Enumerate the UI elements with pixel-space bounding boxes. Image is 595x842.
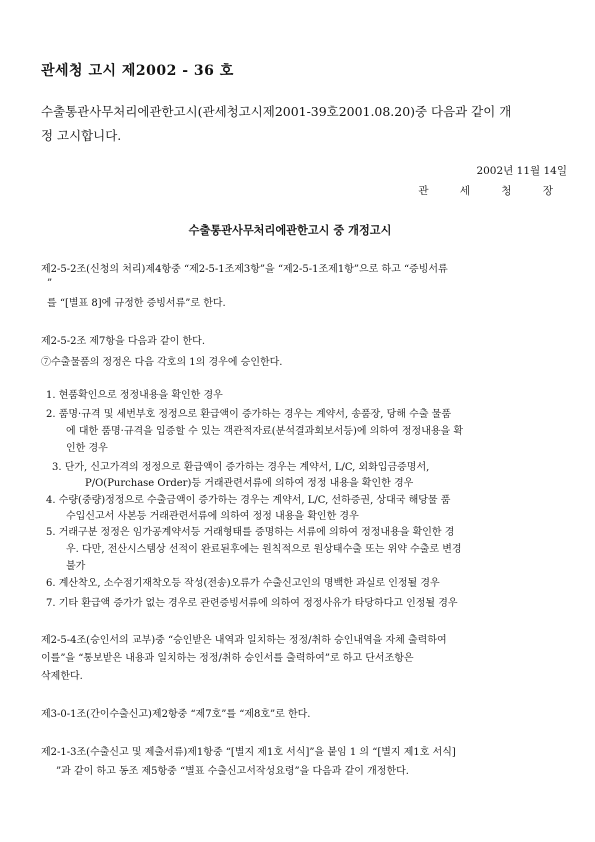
list-item-1: 1. 현품확인으로 정정내용을 확인한 경우 (46, 390, 223, 401)
list-item-2: 2. 품명·규격 및 세번부호 정정으로 환급액이 증가하는 경우는 계약서, 송품장, 당해 수출 물품 (46, 409, 451, 420)
paragraph-article-2-1-3-line2: ”과 같이 하고 동조 제5항중 “별표 수출신고서작성요령”을 다음과 같이 개정한다. (56, 766, 409, 777)
list-item-2-cont: 에 대한 품명·규격을 입증할 수 있는 객관적자료(분석결과회보서등)에 의하여 정정내용을 확 (66, 426, 464, 437)
notice-date: 2002년 11월 14일 (476, 165, 567, 177)
list-item-7: 7. 기타 환급액 증가가 없는 경우로 관련증빙서류에 의하여 정정사유가 타당하다고 인정될 경우 (46, 598, 458, 609)
paragraph-article-2-1-3-line1: 제2-1-3조(수출신고 및 제출서류)제1항중 “[별지 제1호 서식]”을 붙임 1 의 “[별지 제1호 서식] (41, 747, 456, 758)
paragraph-article-3-0-1: 제3-0-1조(간이수출신고)제2항중 “제7호”를 “제8호”로 한다. (41, 709, 311, 720)
paragraph-article-2-5-2-line1: 제2-5-2조(신청의 처리)제4항중 “제2-5-1조제3항”을 “제2-5-1조제1항”으로 하고 “증빙서류 (41, 264, 448, 275)
intro-paragraph (41, 100, 580, 148)
issuer-name: 관 세 청 장 (418, 185, 567, 197)
list-item-3-cont: P/O(Purchase Order)등 거래관련서류에 의하여 정정 내용을 확인한 경우 (85, 478, 414, 489)
notice-title: 관세청 고시 제2002 - 36 호 (41, 63, 234, 79)
list-item-6: 6. 계산착오, 소수점기재착오등 작성(전송)오류가 수출신고인의 명백한 과실로 인정될 경우 (46, 578, 440, 589)
paragraph-clause-7-rule: ⑦수출물품의 정정은 다음 각호의 1의 경우에 승인한다. (41, 357, 283, 368)
paragraph-article-2-5-4-line1: 제2-5-4조(승인서의 교부)중 “승인받은 내역과 일치하는 정정/취하 승인내역을 자체 출력하여 (41, 635, 447, 646)
document-heading: 수출통관사무처리에관한고시 중 개정고시 (188, 223, 392, 237)
paragraph-article-2-5-2-line2: ” (47, 278, 53, 289)
list-item-5-cont: 불가 (66, 561, 86, 572)
paragraph-clause-7-intro: 제2-5-2조 제7항을 다음과 같이 한다. (41, 336, 206, 347)
intro-line: 수출통관사무처리에관한고시(관세청고시제2001-39호2001.08.20)중 다음과 같이 개 (41, 104, 512, 119)
list-item-4: 4. 수량(중량)정정으로 수출금액이 증가하는 경우는 계약서, L/C, 선하증권, 상대국 해당물 품 (46, 495, 451, 506)
paragraph-article-2-5-4-line3: 삭제한다. (41, 671, 83, 682)
paragraph-article-2-5-2-line3: 를 “[별표 8]에 규정한 증빙서류”로 한다. (47, 298, 226, 309)
list-item-5-cont: 우. 다만, 전산시스템상 선적이 완료된후에는 원칙적으로 원상태수출 또는 위약 수출로 변경 (66, 544, 462, 555)
list-item-4-cont: 수입신고서 사본등 거래관련서류에 의하여 정정 내용을 확인한 경우 (66, 511, 359, 522)
intro-line: 정 고시합니다. (41, 128, 122, 143)
list-item-3: 3. 단가, 신고가격의 정정으로 환급액이 증가하는 경우는 계약서, L/C, 외화입금증명서, (52, 462, 430, 473)
list-item-2-cont: 인한 경우 (66, 443, 108, 454)
paragraph-article-2-5-4-line2: 이를”을 “통보받은 내용과 일치하는 정정/취하 승인서를 출력하여”로 하고 단서조항은 (41, 653, 414, 664)
list-item-5: 5. 거래구분 정정은 임가공계약서등 거래형태를 증명하는 서류에 의하여 정정내용을 확인한 경 (46, 527, 455, 538)
